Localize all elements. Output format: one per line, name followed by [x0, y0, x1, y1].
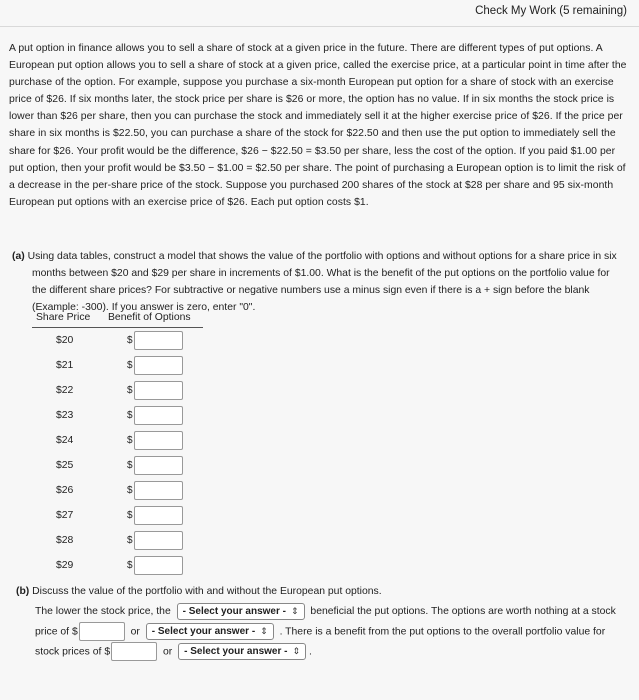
- part-b-title: Discuss the value of the portfolio with and without the European put options.: [32, 586, 382, 597]
- part-a-text: Using data tables, construct a model that shows the value of the portfolio with options and without options for a share price in six months between $20 and $29 per share in increments of $1.00. What is the benefit of the put options on the portfolio value for the different share prices? For subtractive or negative numbers use a minus sign even if there is a + sign before the blank (Example: -300). If you answer is zero, enter "0".: [27, 251, 617, 314]
- table-row: [32, 478, 203, 503]
- dollar-sign: $: [71, 626, 78, 638]
- benefit-cell: [108, 378, 203, 403]
- benefit-cell: [108, 428, 203, 453]
- dollar-sign: $: [127, 385, 133, 397]
- share-price-cell: $26: [56, 485, 74, 496]
- select-arrows-icon: ⇕: [290, 605, 299, 616]
- select-arrows-icon: ⇕: [260, 626, 268, 636]
- part-b: [16, 582, 626, 663]
- dollar-sign: $: [104, 646, 111, 658]
- share-price-header: Share Price: [32, 312, 108, 328]
- benefit-table: [32, 312, 203, 578]
- benefit-price-input[interactable]: [111, 642, 157, 661]
- benefit-cell: [108, 353, 203, 378]
- share-price-cell: $20: [56, 335, 74, 346]
- table-row: [32, 328, 203, 354]
- share-price-cell: $21: [56, 360, 74, 371]
- benefit-header: Benefit of Options: [108, 312, 203, 328]
- benefit-cell: [108, 403, 203, 428]
- dollar-sign: $: [127, 560, 133, 572]
- worthless-direction-select[interactable]: [146, 623, 274, 640]
- benefit-cell: [108, 478, 203, 503]
- benefit-direction-select[interactable]: [178, 643, 306, 660]
- select-2-value: - Select your answer -: [151, 626, 256, 637]
- table-row: [32, 403, 203, 428]
- part-a-question: [12, 248, 626, 316]
- benefit-input[interactable]: [134, 456, 183, 475]
- dollar-sign: $: [127, 460, 133, 472]
- dollar-sign: $: [127, 360, 133, 372]
- sentence-1b: beneficial the put options. The options are worth nothing at a stock price of: [35, 606, 616, 638]
- sentence-1a: The lower the stock price, the: [35, 606, 171, 617]
- table-row: [32, 528, 203, 553]
- part-b-label: (b): [16, 586, 30, 597]
- table-row: [32, 503, 203, 528]
- select-1-value: - Select your answer -: [182, 605, 286, 617]
- select-3-value: - Select your answer -: [184, 646, 288, 658]
- share-price-cell: $29: [56, 560, 74, 571]
- or-text: or: [130, 626, 140, 638]
- benefit-cell: [108, 328, 203, 354]
- table-row: [32, 378, 203, 403]
- dollar-sign: $: [127, 410, 133, 422]
- benefit-input[interactable]: [134, 481, 183, 500]
- part-a-label: (a): [12, 251, 25, 262]
- share-price-cell: $27: [56, 510, 74, 521]
- benefit-input[interactable]: [134, 356, 183, 375]
- end-period: .: [309, 646, 312, 658]
- table-row: [32, 353, 203, 378]
- sentence-2: . There is a benefit from the put options to the overall portfolio value for stock prices of: [35, 626, 606, 658]
- benefit-cell: [108, 503, 203, 528]
- benefit-input[interactable]: [134, 381, 183, 400]
- table-row: [32, 553, 203, 578]
- dollar-sign: $: [127, 335, 133, 347]
- dollar-sign: $: [127, 435, 133, 447]
- problem-intro: A put option in finance allows you to sell a share of stock at a given price in the future. There are different types of put options. A European put option allows you to sell a share of stock at a given price, called the exercise price, at a particular point in time after the purchase of the option. For example, suppose you purchase a six-month European put option for a share of stock with an exercise price of $26. If six months later, the stock price per share is $26 or more, the option has no value. If in six months the stock price is lower than $26 per share, then you can purchase the stock and immediately sell it at the higher exercise price of $26. If the price per share in six months is $22.50, you can purchase a share of the stock for $22.50 and then use the put option to immediately sell the share for $26. Your profit would be the difference, $26 − $22.50 = $3.50 per share, less the cost of the option. If you paid $1.00 per put option, then your profit would be $3.50 − $1.00 = $2.50 per share. The point of purchasing a European option is to limit the risk of a decrease in the per-share price of the stock. Suppose you purchased 200 shares of the stock at $28 per share and 95 six-month European put options with an exercise price of $26. Each put option costs $1.: [9, 43, 627, 208]
- check-my-work-link[interactable]: Check My Work (5 remaining): [475, 5, 627, 17]
- benefit-cell: [108, 553, 203, 578]
- select-arrows-icon: ⇕: [292, 646, 301, 657]
- benefit-input[interactable]: [134, 406, 183, 425]
- dollar-sign: $: [127, 510, 133, 522]
- benefit-input[interactable]: [134, 556, 183, 575]
- share-price-cell: $23: [56, 410, 74, 421]
- table-row: [32, 453, 203, 478]
- header-divider: [0, 26, 639, 27]
- dollar-sign: $: [127, 485, 133, 497]
- or-text: or: [162, 646, 173, 658]
- benefit-cell: [108, 453, 203, 478]
- part-b-body: [16, 602, 626, 663]
- share-price-cell: $22: [56, 385, 74, 396]
- share-price-cell: $25: [56, 460, 74, 471]
- part-b-question: [16, 582, 626, 602]
- share-price-cell: $24: [56, 435, 74, 446]
- share-price-cell: $28: [56, 535, 74, 546]
- benefit-cell: [108, 528, 203, 553]
- benefit-input[interactable]: [134, 431, 183, 450]
- benefit-input[interactable]: [134, 506, 183, 525]
- table-row: [32, 428, 203, 453]
- benefit-input[interactable]: [134, 331, 183, 350]
- dollar-sign: $: [127, 535, 133, 547]
- more-less-select[interactable]: [177, 603, 305, 620]
- part-a: [12, 248, 626, 316]
- worthless-price-input[interactable]: [79, 622, 125, 641]
- benefit-input[interactable]: [134, 531, 183, 550]
